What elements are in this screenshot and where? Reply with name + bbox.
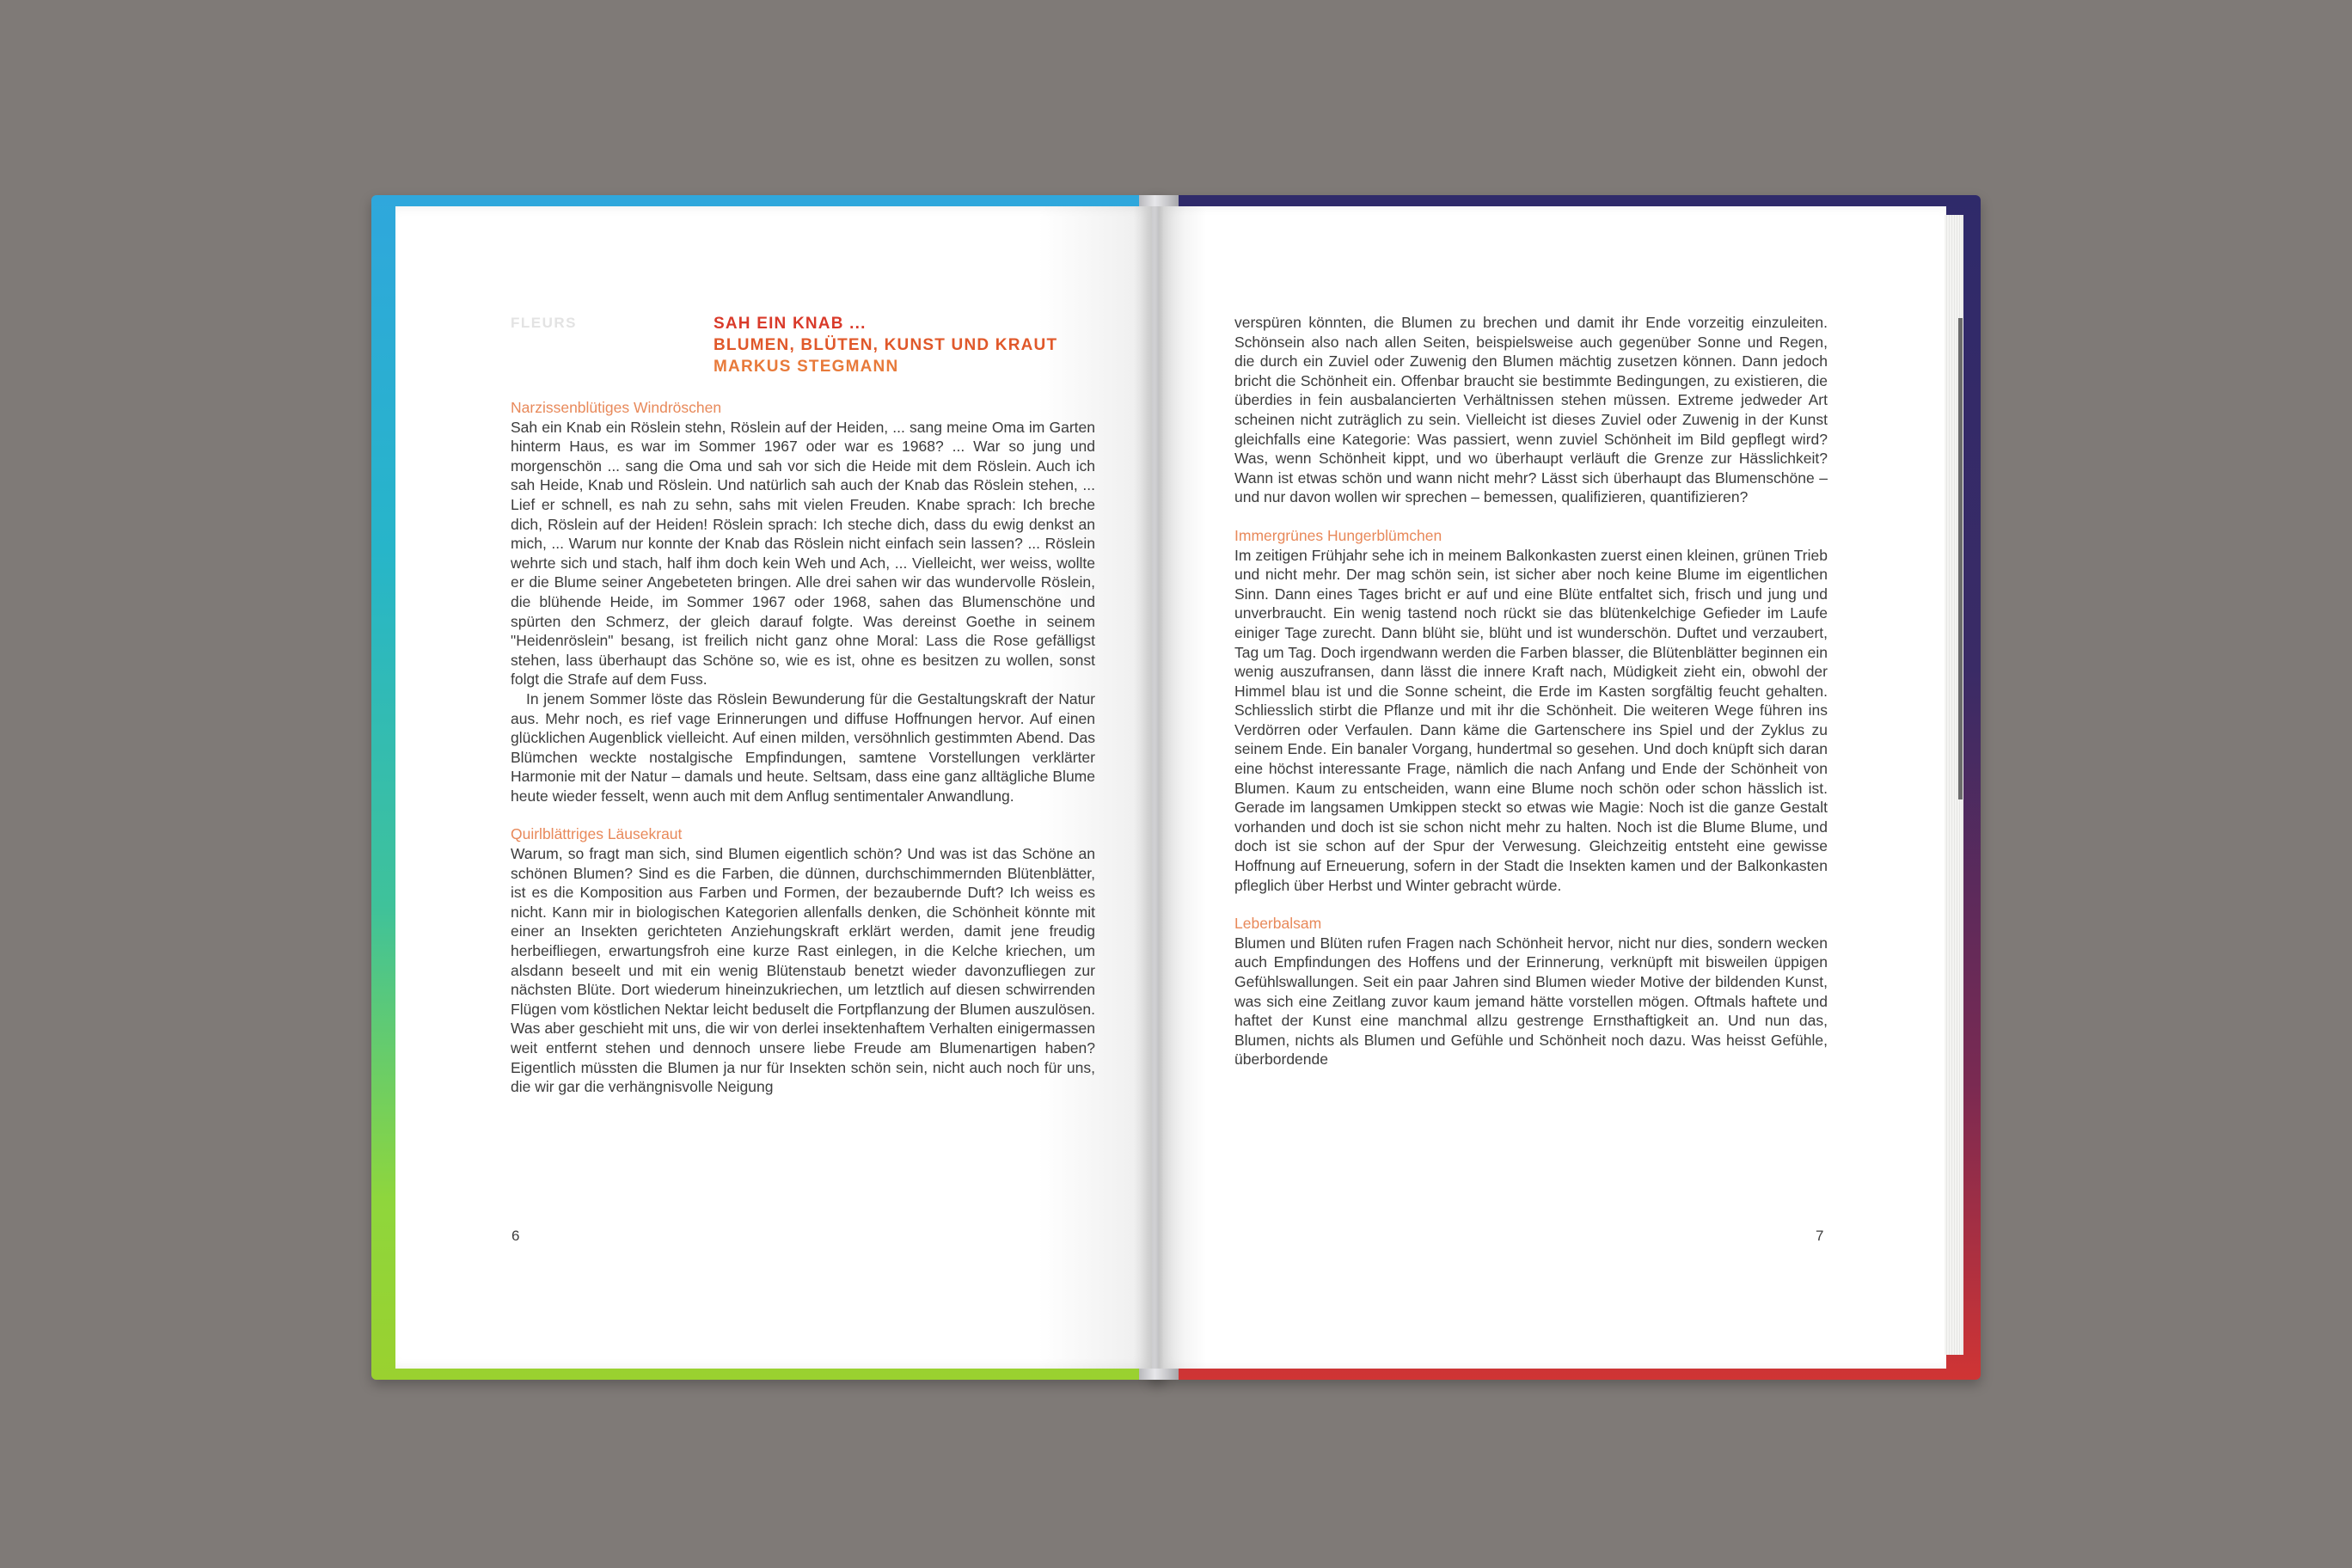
paragraph: In jenem Sommer löste das Röslein Bewunderung für die Gestaltungskraft der Natur aus. Mehr noch, es rief vage Erinnerungen und diffuse Hoffnungen hervor. Auf einen glücklichen Augenblick vielleicht. Auf einen milden, versöhnlich gestimmten Abend. Das Blümchen weckte nostalgische Empfindungen, samtene Vorstellungen verklärter Harmonie mit der Natur – damals und heute. Seltsam, dass eine ganz alltägliche Blume heute wieder fesselt, wenn auch mit dem Anflug sentimentaler Anwandlung. (511, 689, 1095, 805)
page-number-left: 6 (511, 1228, 520, 1244)
paragraph: Im zeitigen Frühjahr sehe ich in meinem Balkonkasten zuerst einen kleinen, grünen Trieb und nicht mehr. Der mag schön sein, ist sicher aber noch keine Blume im eigentlichen Sinn. Dann eines Tages bricht er auf und eine Blüte entfaltet sich, frisch und jung und unverbraucht. Ein wenig tastend noch rückt sie das blütenkelchige Gefieder im Laufe einiger Tage zurecht. Dann blüht sie, blüht und ist wunderschön. Duftet und verzaubert, Tag um Tag. Doch irgendwann werden die Farben blasser, die Blütenblätter beginnen ein wenig auszufransen, dann lässt die innere Kraft nach, Müdigkeit zieht ein, obwohl der Himmel blau ist und die Sonne scheint, die Erde im Kasten sorgfältig feucht gehalten. Schliesslich stirbt die Pflanze und mit ihr die Schönheit. Die weiteren Wege führen ins Verdörren oder Verfaulen. Dann käme die Gartenschere ins Spiel und der Zyklus zu seinem Ende. Ein banaler Vorgang, hundertmal so gesehen. Und doch knüpft sich daran eine höchst interessante Frage, nämlich die nach Anfang und Ende der Schönheit von Blumen. Kaum zu entscheiden, wann eine Blume noch schön oder schon hässlich ist. Gerade im langsamen Umkippen steckt so etwas wie Magie: Noch ist die ganze Gestalt vorhanden und doch ist sie schon nicht mehr zu halten. Noch ist die Blume Blume, und doch ist sie schon auf der Spur der Verwesung. Gleichzeitig entsteht eine gewisse Hoffnung auf Erneuerung, sofern in der Stadt die Insekten kamen und der Balkonkasten pfleglich über Herbst und Winter gebracht würde. (1234, 546, 1828, 894)
running-head: FLEURS (511, 315, 577, 331)
section-heading: Leberbalsam (1234, 915, 1322, 933)
section-heading: Immergrünes Hungerblümchen (1234, 526, 1442, 544)
article-title (714, 313, 1057, 377)
right-text-column (1234, 313, 1828, 1069)
title-line-2: BLUMEN, BLÜTEN, KUNST UND KRAUT (714, 336, 1058, 354)
page-number-right: 7 (1816, 1228, 1824, 1244)
gutter-shadow (1133, 206, 1185, 1369)
paragraph: Warum, so fragt man sich, sind Blumen eigentlich schön? Und was ist das Schöne an schönen Blumen? Sind es die Farben, die dünnen, durchschimmernden Blütenblätter, ist es die Komposition aus Farben und Formen, der bezaubernde Duft? Ich weiss es nicht. Kann mir in biologischen Kategorien allenfalls denken, die Schönheit könnte mit einer an Insekten gerichteten Anziehungskraft erklärt werden, damit jene freudig herbeifliegen, erwartungsfroh eine kurze Rast einlegen, in die Kelche kriechen, um alsdann beseelt und mit ein wenig Blütenstaub benetzt wieder davonzufliegen zur nächsten Blüte. Dort wiederum hineinzukriechen, um letztlich auf diesen schwirrenden Flügen vom köstlichen Nektar leicht beduselt die Fortpflanzung der Blumen auszulösen. Was aber geschieht mit uns, die wir von derlei insektenhaftem Verhalten einigermassen weit entfernt stehen und dennoch unsere liebe Freude am Blumenartigen haben? Eigentlich müssten die Blumen ja nur für Insekten schön sein, nicht auch noch für uns, die wir gar die verhängnisvolle Neigung (511, 845, 1095, 1096)
paragraph: Sah ein Knab ein Röslein stehn, Röslein auf der Heiden, ... sang meine Oma im Garten hinterm Haus, es war im Sommer 1967 oder war es 1968? ... War so jung und morgenschön ... sang die Oma und sah vor sich die Heide mit dem Röslein. Auch ich sah Heide, Knab und Röslein. Und natürlich sah auch der Knab das Röslein stehen, ... Lief er schnell, es nah zu sehn, sahs mit vielen Freuden. Knabe sprach: Ich breche dich, Röslein auf der Heiden! Röslein sprach: Ich steche dich, dass du ewig denkst an mich, ... Warum nur konnte der Knab das Röslein nicht einfach sein lassen? ... Röslein wehrte sich und stach, half ihm doch kein Weh und Ach, ... Vielleicht, wer weiss, wollte er die Blume seiner Angebeteten bringen. Alle drei sahen wir das wundervolle Röslein, die blühende Heide, im Sommer 1967 oder 1968, sahen das Blumenschöne und spürten den Schmerz, der gleich darauf folgte. Was dereinst Goethe in seinem "Heidenröslein" besang, ist freilich nicht ganz ohne Moral: Lass die Rose gefälligst stehen, lass überhaupt das Schöne so, wie es ist, ohne es besitzen zu wollen, sonst folgt die Strafe auf dem Fuss. (511, 418, 1095, 689)
section-heading: Narzissenblütiges Windröschen (511, 399, 722, 416)
title-line-1: SAH EIN KNAB ... (714, 315, 867, 333)
author-name: MARKUS STEGMANN (714, 358, 899, 376)
left-text-column (511, 398, 1095, 1097)
bookmark-ribbon (1958, 318, 1963, 799)
paragraph: Blumen und Blüten rufen Fragen nach Schönheit hervor, nicht nur dies, sondern wecken auch Empfindungen des Hoffens und der Erinnerung, verknüpft mit bisweilen üppigen Gefühlswallungen. Seit ein paar Jahren sind Blumen wieder Motive der bildenden Kunst, was sich eine Zeitlang zuvor kaum jemand hätte vorstellen mögen. Oftmals haftete und haftet der Kunst eine manchmal allzu gestrenge Ernsthaftigkeit an. Und nun das, Blumen, nichts als Blumen und Gefühle und Schönheit noch dazu. Was heisst Gefühle, überbordende (1234, 934, 1828, 1069)
section-heading: Quirlblättriges Läusekraut (511, 825, 683, 843)
paragraph: verspüren könnten, die Blumen zu brechen und damit ihr Ende vorzeitig einzuleiten. Schönsein also nach allen Seiten, beispielsweise auch gegenüber Sonne und Regen, die durch ein Zuviel oder Zuwenig den Blumen mächtig zusetzen können. Dann jedoch bricht die Schönheit ein. Offenbar braucht sie bestimmte Bedingungen, zu existieren, die überdies in fein ausbalancierten Verhältnissen stehen müssen. Extreme jedweder Art scheinen nicht zuträglich zu sein. Vielleicht ist dieses Zuviel oder Zuwenig in der Kunst gleichfalls eine Kategorie: Was passiert, wenn zuviel Schönheit im Bild gepflegt wird? Was, wenn Schönheit kippt, und wo überhaupt verläuft die Grenze zur Hässlichkeit? Wann ist etwas schön und wann nicht mehr? Lässt sich überhaupt das Blumenschöne – und nur davon wollen wir sprechen – bemessen, qualifizieren, quantifizieren? (1234, 314, 1828, 506)
